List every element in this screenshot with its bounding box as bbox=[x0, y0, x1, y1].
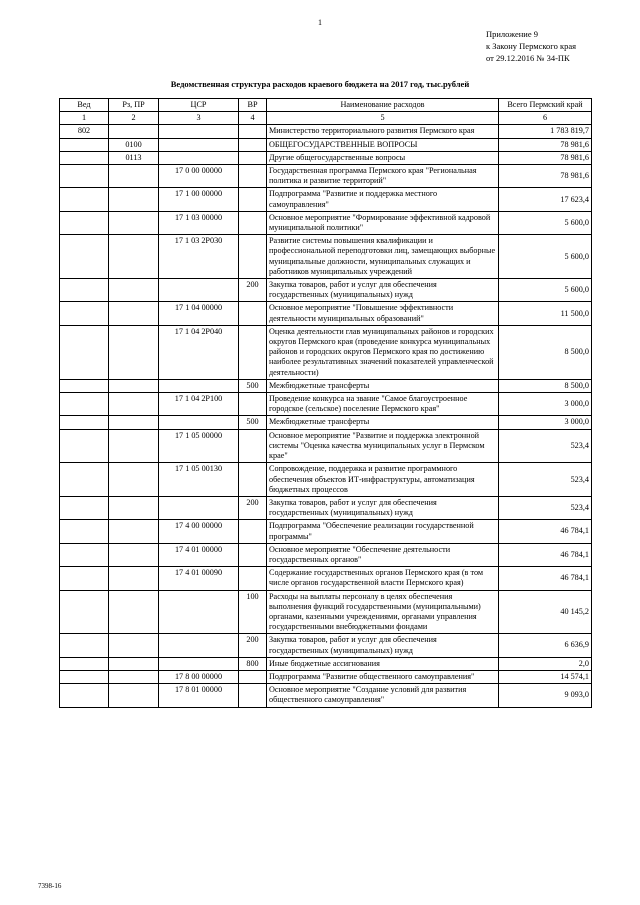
header-ved: Вед bbox=[60, 99, 109, 112]
header-number-6: 6 bbox=[499, 112, 592, 125]
cell-name: Государственная программа Пермского края "Региональная политика и развитие территорий" bbox=[267, 165, 499, 188]
cell-total: 46 784,1 bbox=[499, 567, 592, 590]
cell-total: 8 500,0 bbox=[499, 379, 592, 392]
cell-csr: 17 0 00 00000 bbox=[159, 165, 239, 188]
cell-name: Подпрограмма "Развитие общественного самоуправления" bbox=[267, 670, 499, 683]
cell-csr: 17 4 00 00000 bbox=[159, 520, 239, 543]
cell-ved bbox=[60, 684, 109, 707]
cell-vr: 500 bbox=[239, 379, 267, 392]
cell-ved bbox=[60, 379, 109, 392]
cell-vr bbox=[239, 684, 267, 707]
table-row bbox=[60, 165, 592, 188]
appendix-line-3: от 29.12.2016 № 34-ПК bbox=[486, 53, 570, 63]
cell-vr: 500 bbox=[239, 416, 267, 429]
appendix-line-1: Приложение 9 bbox=[486, 29, 538, 39]
cell-rz-pr bbox=[109, 657, 159, 670]
cell-ved bbox=[60, 165, 109, 188]
header-row bbox=[60, 99, 592, 112]
cell-ved bbox=[60, 279, 109, 302]
table-row bbox=[60, 567, 592, 590]
cell-rz-pr bbox=[109, 429, 159, 463]
header-name: Наименование расходов bbox=[267, 99, 499, 112]
cell-total: 8 500,0 bbox=[499, 325, 592, 379]
cell-csr bbox=[159, 379, 239, 392]
cell-total: 5 600,0 bbox=[499, 211, 592, 234]
cell-ved: 802 bbox=[60, 125, 109, 138]
appendix-block bbox=[486, 28, 576, 64]
header-number-1: 1 bbox=[60, 112, 109, 125]
cell-name: Закупка товаров, работ и услуг для обеспечения государственных (муниципальных) нужд bbox=[267, 496, 499, 519]
cell-rz-pr: 0100 bbox=[109, 138, 159, 151]
cell-ved bbox=[60, 235, 109, 279]
cell-name: Министерство территориального развития Пермского края bbox=[267, 125, 499, 138]
cell-rz-pr bbox=[109, 188, 159, 211]
cell-name: Межбюджетные трансферты bbox=[267, 416, 499, 429]
budget-table-body bbox=[60, 125, 592, 707]
cell-rz-pr bbox=[109, 496, 159, 519]
cell-name: Другие общегосударственные вопросы bbox=[267, 151, 499, 164]
table-row bbox=[60, 138, 592, 151]
cell-csr: 17 4 01 00000 bbox=[159, 543, 239, 566]
cell-ved bbox=[60, 567, 109, 590]
cell-name: Подпрограмма "Обеспечение реализации государственной программы" bbox=[267, 520, 499, 543]
cell-ved bbox=[60, 151, 109, 164]
header-total: Всего Пермский край bbox=[499, 99, 592, 112]
cell-name: Расходы на выплаты персоналу в целях обеспечения выполнения функций государственными (муниципальными) органами, казенными учреждениями, органами управления государственными внебюджетными фондами bbox=[267, 590, 499, 634]
cell-rz-pr bbox=[109, 379, 159, 392]
cell-ved bbox=[60, 463, 109, 497]
cell-total: 5 600,0 bbox=[499, 279, 592, 302]
cell-ved bbox=[60, 416, 109, 429]
cell-name: Развитие системы повышения квалификации и профессиональной переподготовки лиц, замещающих выборные муниципальные должности, муниципальных служащих и работников муниципальных учреждений bbox=[267, 235, 499, 279]
cell-csr: 17 1 04 2Р040 bbox=[159, 325, 239, 379]
cell-csr: 17 1 03 2Р030 bbox=[159, 235, 239, 279]
table-row bbox=[60, 416, 592, 429]
cell-rz-pr bbox=[109, 590, 159, 634]
header-csr: ЦСР bbox=[159, 99, 239, 112]
cell-ved bbox=[60, 393, 109, 416]
cell-rz-pr bbox=[109, 634, 159, 657]
cell-total: 78 981,6 bbox=[499, 138, 592, 151]
table-row bbox=[60, 325, 592, 379]
cell-vr bbox=[239, 325, 267, 379]
page-number: 1 bbox=[318, 18, 322, 27]
cell-ved bbox=[60, 590, 109, 634]
table-row bbox=[60, 188, 592, 211]
budget-table bbox=[59, 98, 592, 708]
table-row bbox=[60, 211, 592, 234]
cell-csr: 17 1 05 00130 bbox=[159, 463, 239, 497]
cell-vr: 200 bbox=[239, 496, 267, 519]
cell-name: Оценка деятельности глав муниципальных районов и городских округов Пермского края (проведение конкурса муниципальных районов и городских округов Пермского края по достижению наиболее результативных значений показателей управленческой деятельности) bbox=[267, 325, 499, 379]
cell-ved bbox=[60, 188, 109, 211]
table-row bbox=[60, 670, 592, 683]
document-title: Ведомственная структура расходов краевого бюджета на 2017 год, тыс.рублей bbox=[170, 79, 470, 89]
cell-ved bbox=[60, 670, 109, 683]
cell-rz-pr bbox=[109, 543, 159, 566]
cell-csr bbox=[159, 496, 239, 519]
cell-name: Содержание государственных органов Пермского края (в том числе органов государственной власти Пермского края) bbox=[267, 567, 499, 590]
cell-name: Закупка товаров, работ и услуг для обеспечения государственных (муниципальных) нужд bbox=[267, 279, 499, 302]
table-row bbox=[60, 235, 592, 279]
cell-csr: 17 1 00 00000 bbox=[159, 188, 239, 211]
cell-rz-pr bbox=[109, 165, 159, 188]
table-row bbox=[60, 520, 592, 543]
cell-csr: 17 1 04 00000 bbox=[159, 302, 239, 325]
cell-ved bbox=[60, 520, 109, 543]
table-row bbox=[60, 125, 592, 138]
cell-name: Основное мероприятие "Создание условий для развития общественного самоуправления" bbox=[267, 684, 499, 707]
cell-name: Основное мероприятие "Повышение эффективности деятельности муниципальных образований" bbox=[267, 302, 499, 325]
cell-vr bbox=[239, 543, 267, 566]
header-number-5: 5 bbox=[267, 112, 499, 125]
cell-rz-pr: 0113 bbox=[109, 151, 159, 164]
header-number-3: 3 bbox=[159, 112, 239, 125]
cell-name: ОБЩЕГОСУДАРСТВЕННЫЕ ВОПРОСЫ bbox=[267, 138, 499, 151]
cell-rz-pr bbox=[109, 670, 159, 683]
cell-name: Подпрограмма "Развитие и поддержка местного самоуправления" bbox=[267, 188, 499, 211]
cell-csr bbox=[159, 151, 239, 164]
cell-rz-pr bbox=[109, 416, 159, 429]
appendix-line-2: к Закону Пермского края bbox=[486, 41, 577, 51]
cell-rz-pr bbox=[109, 211, 159, 234]
cell-ved bbox=[60, 302, 109, 325]
cell-total: 46 784,1 bbox=[499, 543, 592, 566]
cell-total: 523,4 bbox=[499, 496, 592, 519]
cell-ved bbox=[60, 543, 109, 566]
cell-rz-pr bbox=[109, 567, 159, 590]
cell-total: 14 574,1 bbox=[499, 670, 592, 683]
cell-total: 78 981,6 bbox=[499, 165, 592, 188]
cell-csr bbox=[159, 279, 239, 302]
cell-total: 523,4 bbox=[499, 463, 592, 497]
cell-name: Межбюджетные трансферты bbox=[267, 379, 499, 392]
cell-csr bbox=[159, 125, 239, 138]
header-number-row bbox=[60, 112, 592, 125]
cell-total: 46 784,1 bbox=[499, 520, 592, 543]
cell-vr: 200 bbox=[239, 634, 267, 657]
header-vr: ВР bbox=[239, 99, 267, 112]
cell-vr bbox=[239, 138, 267, 151]
cell-ved bbox=[60, 429, 109, 463]
cell-ved bbox=[60, 634, 109, 657]
cell-total: 3 000,0 bbox=[499, 416, 592, 429]
footer-code: 7398-16 bbox=[38, 882, 62, 890]
cell-vr: 200 bbox=[239, 279, 267, 302]
cell-name: Основное мероприятие "Формирование эффективной кадровой муниципальной политики" bbox=[267, 211, 499, 234]
cell-total: 6 636,9 bbox=[499, 634, 592, 657]
cell-name: Основное мероприятие "Обеспечение деятельности государственных органов" bbox=[267, 543, 499, 566]
cell-total: 523,4 bbox=[499, 429, 592, 463]
table-row bbox=[60, 684, 592, 707]
cell-name: Основное мероприятие "Развитие и поддержка электронной системы "Оценка качества муниципальных услуг в Пермском крае" bbox=[267, 429, 499, 463]
cell-csr: 17 1 05 00000 bbox=[159, 429, 239, 463]
table-row bbox=[60, 151, 592, 164]
cell-name: Иные бюджетные ассигнования bbox=[267, 657, 499, 670]
table-row bbox=[60, 543, 592, 566]
table-row bbox=[60, 393, 592, 416]
header-number-4: 4 bbox=[239, 112, 267, 125]
cell-vr bbox=[239, 165, 267, 188]
cell-csr bbox=[159, 657, 239, 670]
cell-ved bbox=[60, 211, 109, 234]
cell-total: 11 500,0 bbox=[499, 302, 592, 325]
table-row bbox=[60, 496, 592, 519]
cell-name: Сопровождение, поддержка и развитие программного обеспечения объектов ИТ-инфраструктуры, автоматизация бюджетных процессов bbox=[267, 463, 499, 497]
cell-total: 3 000,0 bbox=[499, 393, 592, 416]
table-row bbox=[60, 590, 592, 634]
cell-total: 40 145,2 bbox=[499, 590, 592, 634]
cell-csr: 17 1 03 00000 bbox=[159, 211, 239, 234]
table-row bbox=[60, 634, 592, 657]
cell-vr bbox=[239, 463, 267, 497]
cell-vr bbox=[239, 302, 267, 325]
cell-csr: 17 4 01 00090 bbox=[159, 567, 239, 590]
cell-vr bbox=[239, 211, 267, 234]
cell-ved bbox=[60, 496, 109, 519]
cell-total: 1 783 819,7 bbox=[499, 125, 592, 138]
header-number-2: 2 bbox=[109, 112, 159, 125]
cell-rz-pr bbox=[109, 393, 159, 416]
cell-total: 2,0 bbox=[499, 657, 592, 670]
cell-csr bbox=[159, 634, 239, 657]
cell-rz-pr bbox=[109, 463, 159, 497]
cell-vr bbox=[239, 393, 267, 416]
header-rz-pr: Рз, ПР bbox=[109, 99, 159, 112]
cell-vr bbox=[239, 235, 267, 279]
cell-vr bbox=[239, 670, 267, 683]
cell-total: 9 093,0 bbox=[499, 684, 592, 707]
cell-rz-pr bbox=[109, 302, 159, 325]
cell-rz-pr bbox=[109, 684, 159, 707]
table-row bbox=[60, 429, 592, 463]
cell-ved bbox=[60, 138, 109, 151]
table-row bbox=[60, 279, 592, 302]
cell-rz-pr bbox=[109, 325, 159, 379]
cell-vr bbox=[239, 567, 267, 590]
cell-vr bbox=[239, 125, 267, 138]
cell-name: Закупка товаров, работ и услуг для обеспечения государственных (муниципальных) нужд bbox=[267, 634, 499, 657]
cell-ved bbox=[60, 325, 109, 379]
cell-vr bbox=[239, 188, 267, 211]
cell-csr: 17 8 01 00000 bbox=[159, 684, 239, 707]
cell-vr: 100 bbox=[239, 590, 267, 634]
cell-csr bbox=[159, 416, 239, 429]
cell-csr bbox=[159, 590, 239, 634]
cell-vr: 800 bbox=[239, 657, 267, 670]
cell-rz-pr bbox=[109, 279, 159, 302]
cell-rz-pr bbox=[109, 125, 159, 138]
cell-total: 5 600,0 bbox=[499, 235, 592, 279]
cell-vr bbox=[239, 151, 267, 164]
table-row bbox=[60, 379, 592, 392]
cell-vr bbox=[239, 520, 267, 543]
cell-csr: 17 1 04 2Р100 bbox=[159, 393, 239, 416]
cell-rz-pr bbox=[109, 235, 159, 279]
cell-rz-pr bbox=[109, 520, 159, 543]
cell-csr bbox=[159, 138, 239, 151]
cell-csr: 17 8 00 00000 bbox=[159, 670, 239, 683]
cell-total: 17 623,4 bbox=[499, 188, 592, 211]
table-row bbox=[60, 657, 592, 670]
cell-ved bbox=[60, 657, 109, 670]
cell-name: Проведение конкурса на звание "Самое благоустроенное городское (сельское) поселение Пермского края" bbox=[267, 393, 499, 416]
table-row bbox=[60, 463, 592, 497]
cell-vr bbox=[239, 429, 267, 463]
cell-total: 78 981,6 bbox=[499, 151, 592, 164]
table-row bbox=[60, 302, 592, 325]
